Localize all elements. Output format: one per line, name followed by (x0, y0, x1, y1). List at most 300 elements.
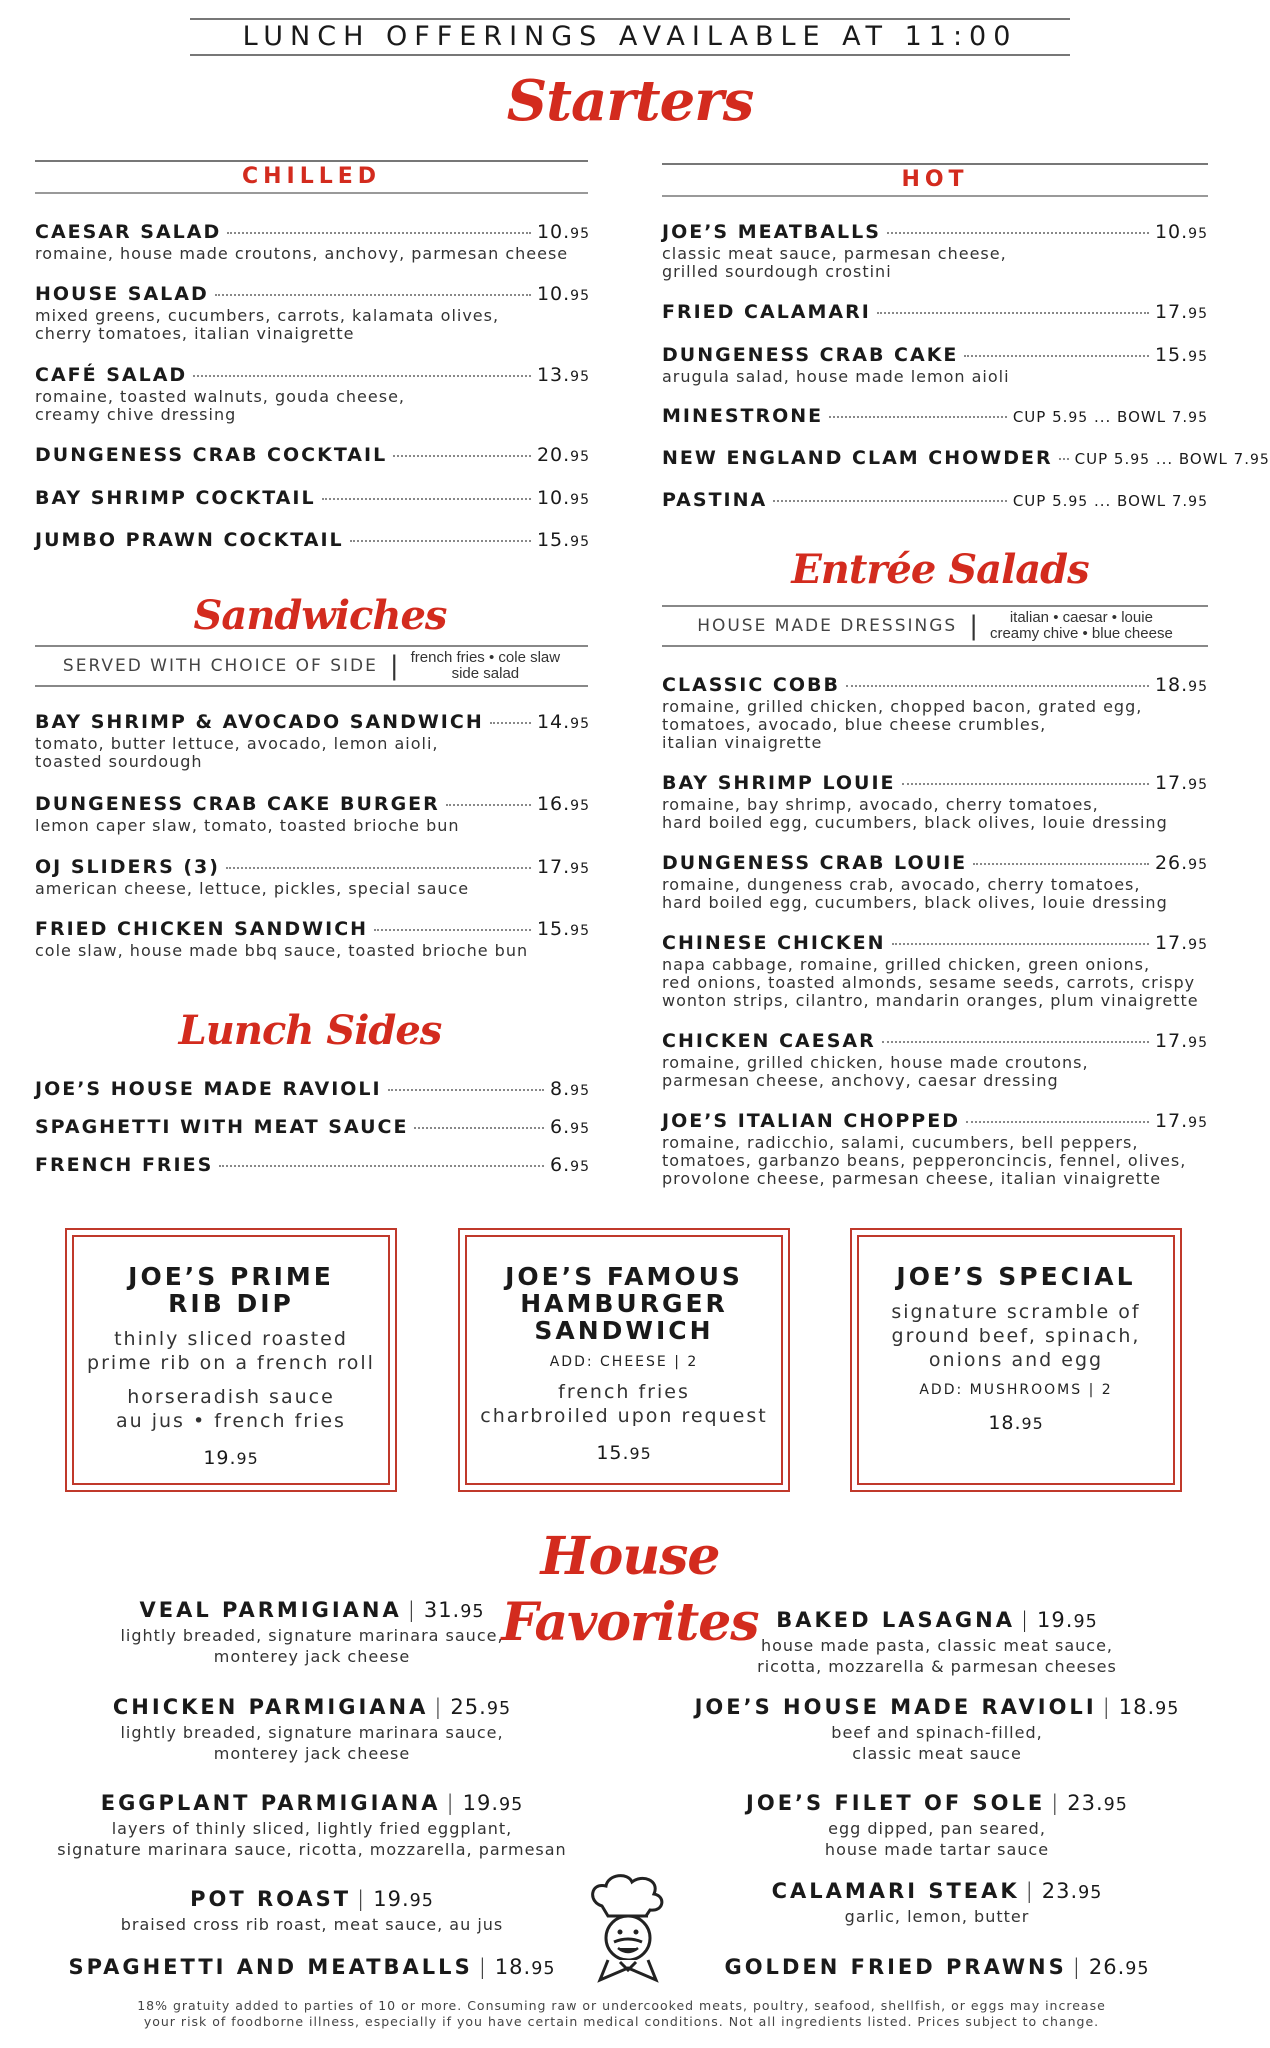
cup-cents: 95 (1130, 452, 1151, 468)
menu-item-description: hard boiled egg, cucumbers, black olives, louie dressing (662, 893, 1168, 912)
feature-addon: ADD: CHEESE | 2 (549, 1354, 699, 1370)
price-cents: 95 (1021, 1414, 1044, 1433)
price-dollars: 19. (373, 1887, 410, 1911)
price-cents: 95 (570, 1121, 590, 1137)
menu-item-price (537, 711, 590, 735)
favorite-item (12, 1954, 612, 1982)
price-cents: 95 (570, 1083, 590, 1099)
price-cents: 95 (570, 226, 590, 242)
menu-item-description: arugula salad, house made lemon aioli (662, 367, 1010, 386)
favorite-price (1119, 1695, 1180, 1719)
divider: | (1020, 1608, 1032, 1632)
price-cents: 95 (236, 1449, 259, 1468)
menu-item-name: FRIED CALAMARI (662, 301, 871, 323)
menu-item-description: tomatoes, avocado, blue cheese crumbles, (662, 715, 1047, 734)
menu-item (662, 1110, 1208, 1188)
feature-description (74, 1327, 388, 1375)
menu-item-description: cole slaw, house made bbq sauce, toasted brioche bun (35, 941, 529, 960)
bowl-cents: 95 (1188, 494, 1208, 510)
menu-item-description: american cheese, lettuce, pickles, special sauce (35, 879, 470, 898)
price-dollars: 25. (450, 1695, 487, 1719)
leader-dots (882, 1041, 1149, 1043)
favorite-name-line (637, 1954, 1237, 1982)
favorite-price (1042, 1879, 1103, 1903)
price-cents: 95 (1188, 226, 1208, 242)
menu-item-price (1155, 674, 1208, 698)
divider: | (1025, 1879, 1036, 1903)
price-cents: 95 (1188, 937, 1208, 953)
menu-item-description: wonton strips, cilantro, mandarin oranges, plum vinaigrette (662, 991, 1199, 1010)
leader-dots (490, 722, 531, 724)
feature-description (74, 1385, 388, 1433)
menu-item-description: toasted sourdough (35, 752, 203, 771)
feature-price (859, 1412, 1173, 1434)
price-cents: 95 (1188, 349, 1208, 365)
favorite-name-line (12, 1954, 612, 1982)
menu-item-description: grilled sourdough crostini (662, 262, 892, 281)
favorite-name: VEAL PARMIGIANA (139, 1598, 402, 1622)
price-cents: 95 (460, 1602, 485, 1622)
menu-item-price (537, 283, 590, 307)
favorite-description: monterey jack cheese (213, 1647, 411, 1666)
menu-item-name: BAY SHRIMP & AVOCADO SANDWICH (35, 711, 484, 733)
favorite-name-line (12, 1790, 612, 1818)
menu-item-price (1155, 1110, 1208, 1134)
menu-item (35, 283, 590, 343)
favorite-item (637, 1954, 1237, 1982)
soup-name: PASTINA (662, 489, 768, 511)
bowl-price: ... BOWL 7. (1150, 450, 1250, 468)
menu-item (35, 711, 590, 771)
bowl-cents: 95 (1188, 410, 1208, 426)
leader-dots (226, 867, 531, 869)
cup-price: CUP 5. (1074, 450, 1131, 468)
price-dollars: 26. (1088, 1955, 1126, 1979)
price-cents: 95 (570, 923, 590, 939)
menu-item-description: tomato, butter lettuce, avocado, lemon aioli, (35, 734, 439, 753)
feature-box (465, 1235, 783, 1485)
menu-item (35, 221, 590, 263)
soup-prices (1013, 490, 1208, 513)
menu-item (35, 529, 590, 553)
menu-item-name: CHICKEN CAESAR (662, 1030, 876, 1052)
price-dollars: 16. (536, 793, 571, 815)
menu-item-row (35, 1116, 590, 1140)
price-dollars: 20. (536, 444, 571, 466)
sandwich-side-options: french fries • cole slaw side salad (410, 649, 561, 682)
favorite-description: garlic, lemon, butter (844, 1907, 1030, 1926)
divider: | (1072, 1955, 1083, 1979)
menu-item-row (35, 221, 590, 245)
menu-item-description: tomatoes, garbanzo beans, pepperoncincis, fennel, olives, (662, 1151, 1187, 1170)
favorite-name: BAKED LASAGNA (776, 1608, 1015, 1632)
menu-item (662, 344, 1208, 386)
menu-item-description: red onions, toasted almonds, sesame seeds, carrots, crispy (662, 973, 1196, 992)
favorite-name: JOE’S HOUSE MADE RAVIOLI (694, 1695, 1097, 1719)
menu-item (662, 221, 1208, 281)
feature-price (467, 1442, 781, 1464)
menu-item-description: romaine, grilled chicken, chopped bacon, grated egg, (662, 697, 1143, 716)
menu-item-price (537, 221, 590, 245)
menu-item-price (537, 364, 590, 388)
price-dollars: 19. (1037, 1608, 1074, 1632)
sandwich-side-label: SERVED WITH CHOICE OF SIDE (62, 656, 378, 676)
desc-line: french fries (558, 1381, 690, 1403)
menu-item-price (1155, 772, 1208, 796)
menu-item-row (35, 793, 590, 817)
feature-description (859, 1300, 1173, 1372)
menu-item (35, 1078, 590, 1102)
desc-line: onions and egg (928, 1349, 1104, 1371)
menu-item-name: FRENCH FRIES (35, 1154, 214, 1176)
favorite-item (637, 1607, 1237, 1677)
menu-item-name: BAY SHRIMP LOUIE (662, 772, 896, 794)
menu-item-price (537, 793, 590, 817)
menu-item-row (35, 364, 590, 388)
leader-dots (877, 312, 1149, 314)
price-dollars: 6. (550, 1154, 571, 1176)
menu-item-name: JOE’S HOUSE MADE RAVIOLI (35, 1078, 382, 1100)
divider: | (357, 1887, 368, 1911)
bowl-price: ... BOWL 7. (1088, 492, 1189, 510)
price-cents: 95 (1073, 1612, 1098, 1632)
price-dollars: 10. (536, 283, 571, 305)
menu-item (662, 301, 1208, 325)
menu-item-name: SPAGHETTI WITH MEAT SAUCE (35, 1116, 409, 1138)
menu-item (662, 852, 1208, 912)
price-dollars: 19. (203, 1447, 237, 1469)
menu-item-price (537, 856, 590, 880)
leader-dots (964, 355, 1149, 357)
menu-item-name: HOUSE SALAD (35, 283, 209, 305)
divider: | (1051, 1791, 1062, 1815)
favorite-description: house made pasta, classic meat sauce, (760, 1636, 1113, 1655)
soup-item (662, 489, 1208, 513)
menu-item-name: OJ SLIDERS (3) (35, 856, 220, 878)
favorite-description: lightly breaded, signature marinara sauce, (120, 1723, 504, 1742)
price-cents: 95 (570, 861, 590, 877)
favorite-name-line (12, 1886, 612, 1914)
favorite-item (12, 1597, 612, 1667)
soup-row (662, 447, 1270, 471)
menu-item (35, 364, 590, 424)
menu-item-price (1155, 932, 1208, 956)
menu-item-name: DUNGENESS CRAB COCKTAIL (35, 444, 388, 466)
favorite-price (1089, 1955, 1150, 1979)
price-dollars: 19. (462, 1791, 499, 1815)
price-dollars: 6. (550, 1116, 571, 1138)
price-dollars: 15. (536, 529, 571, 551)
price-cents: 95 (570, 288, 590, 304)
leader-dots (892, 943, 1149, 945)
soup-item (662, 447, 1270, 471)
menu-item-description: romaine, bay shrimp, avocado, cherry tomatoes, (662, 795, 1099, 814)
favorite-description: monterey jack cheese (213, 1744, 411, 1763)
feature-title: HAMBURGER (520, 1289, 728, 1318)
menu-item-description: romaine, dungeness crab, avocado, cherry tomatoes, (662, 875, 1141, 894)
leader-dots (215, 294, 531, 296)
favorite-name-line (637, 1878, 1237, 1906)
price-cents: 95 (409, 1891, 434, 1911)
divider: | (446, 1791, 457, 1815)
favorite-description: signature marinara sauce, ricotta, mozzarella, parmesan (57, 1840, 567, 1859)
menu-item-price (537, 444, 590, 468)
favorite-name-line (12, 1694, 612, 1722)
leader-dots (227, 232, 531, 234)
favorite-price (463, 1791, 524, 1815)
menu-item-row (662, 852, 1208, 876)
menu-item-name: JUMBO PRAWN COCKTAIL (35, 529, 344, 551)
menu-item-description: romaine, radicchio, salami, cucumbers, bell peppers, (662, 1133, 1139, 1152)
price-dollars: 18. (494, 1955, 532, 1979)
menu-item-row (35, 1078, 590, 1102)
price-cents: 95 (1188, 1035, 1208, 1051)
bowl-price: ... BOWL 7. (1088, 408, 1189, 426)
price-cents: 95 (1188, 1115, 1208, 1131)
favorite-name-line (637, 1790, 1237, 1818)
chilled-heading: CHILLED (35, 160, 588, 194)
favorite-item (637, 1790, 1237, 1860)
price-cents: 95 (1188, 306, 1208, 322)
leader-dots (773, 500, 1007, 502)
menu-item-price (537, 487, 590, 511)
price-dollars: 10. (1154, 221, 1189, 243)
price-cents: 95 (570, 369, 590, 385)
menu-item-description: parmesan cheese, anchovy, caesar dressing (662, 1071, 1059, 1090)
favorite-name: CALAMARI STEAK (771, 1879, 1020, 1903)
dressing-bar: HOUSE MADE DRESSINGS | italian • caesar • louie creamy chive • blue cheese (662, 605, 1208, 647)
favorite-name: POT ROAST (190, 1887, 352, 1911)
leader-dots (393, 455, 531, 457)
favorite-description: house made tartar sauce (824, 1840, 1050, 1859)
menu-item-price (537, 529, 590, 553)
menu-item-name: DUNGENESS CRAB CAKE (662, 344, 959, 366)
price-dollars: 17. (1154, 1110, 1189, 1132)
menu-item-name: DUNGENESS CRAB LOUIE (662, 852, 968, 874)
menu-item-description: hard boiled egg, cucumbers, black olives, louie dressing (662, 813, 1168, 832)
leader-dots (902, 783, 1149, 785)
menu-item-name: CAESAR SALAD (35, 221, 222, 243)
soup-name: NEW ENGLAND CLAM CHOWDER (662, 447, 1053, 469)
bowl-cents: 95 (1250, 452, 1270, 468)
menu-item-row (662, 772, 1208, 796)
soup-prices (1075, 448, 1270, 471)
menu-item-row (662, 1110, 1208, 1134)
menu-item-description: cherry tomatoes, italian vinaigrette (35, 324, 355, 343)
divider: | (434, 1695, 445, 1719)
favorite-name-line (12, 1597, 612, 1625)
price-cents: 95 (1188, 777, 1208, 793)
menu-item-price (550, 1078, 590, 1102)
menu-item-price (550, 1116, 590, 1140)
price-cents: 95 (570, 449, 590, 465)
favorite-price (424, 1598, 485, 1622)
price-cents: 95 (629, 1444, 652, 1463)
menu-item-name: CLASSIC COBB (662, 674, 840, 696)
favorite-price (495, 1955, 556, 1979)
menu-item-row (662, 1030, 1208, 1054)
price-dollars: 8. (550, 1078, 571, 1100)
soup-item (662, 405, 1208, 429)
price-cents: 95 (570, 492, 590, 508)
dressing-label: HOUSE MADE DRESSINGS (697, 616, 958, 636)
menu-item (35, 1116, 590, 1140)
price-cents: 95 (570, 798, 590, 814)
menu-item-row (35, 444, 590, 468)
menu-item-description: lemon caper slaw, tomato, toasted brioche bun (35, 816, 460, 835)
price-dollars: 10. (536, 221, 571, 243)
menu-item-price (1155, 852, 1208, 876)
price-dollars: 14. (536, 711, 571, 733)
sandwiches-title: Sandwiches (193, 592, 447, 639)
favorite-name: GOLDEN FRIED PRAWNS (724, 1955, 1067, 1979)
leader-dots (193, 375, 531, 377)
favorite-description: beef and spinach-filled, (831, 1723, 1043, 1742)
favorite-description: layers of thinly sliced, lightly fried eggplant, (111, 1819, 513, 1838)
menu-item-row (35, 487, 590, 511)
price-dollars: 15. (536, 918, 571, 940)
lunch-banner: LUNCH OFFERINGS AVAILABLE AT 11:00 (190, 18, 1070, 56)
cup-price: CUP 5. (1012, 492, 1069, 510)
price-dollars: 18. (988, 1412, 1022, 1434)
leader-dots (829, 416, 1007, 418)
feature-addon: ADD: MUSHROOMS | 2 (919, 1382, 1113, 1398)
price-dollars: 17. (1154, 1030, 1189, 1052)
menu-item-description: mixed greens, cucumbers, carrots, kalamata olives, (35, 306, 500, 325)
price-cents: 95 (486, 1699, 512, 1719)
price-cents: 95 (1188, 857, 1208, 873)
price-dollars: 17. (536, 856, 571, 878)
favorite-name-line (637, 1607, 1237, 1635)
menu-item-description: provolone cheese, parmesan cheese, italian vinaigrette (662, 1169, 1162, 1188)
price-dollars: 18. (1154, 674, 1189, 696)
favorite-description: lightly breaded, signature marinara sauce, (120, 1626, 504, 1645)
lunch-sides-title: Lunch Sides (178, 1007, 442, 1054)
dressing-options: italian • caesar • louie creamy chive • blue cheese (989, 609, 1173, 642)
desc-line: horseradish sauce (127, 1386, 335, 1408)
leader-dots (973, 863, 1149, 865)
feature-title: JOE’S SPECIAL (896, 1262, 1136, 1291)
entree-salads-title: Entrée Salads (791, 546, 1089, 593)
leader-dots (966, 1121, 1149, 1123)
desc-line: thinly sliced roasted (114, 1328, 348, 1350)
menu-item-row (662, 674, 1208, 698)
menu-item-row (35, 283, 590, 307)
menu-item-name: JOE’S ITALIAN CHOPPED (662, 1110, 960, 1132)
divider: | (478, 1955, 489, 1979)
menu-item-description: classic meat sauce, parmesan cheese, (662, 244, 1007, 263)
price-cents: 95 (1103, 1795, 1128, 1815)
menu-item-row (662, 344, 1208, 368)
price-dollars: 10. (536, 487, 571, 509)
menu-item (35, 856, 590, 898)
favorite-description: ricotta, mozzarella & parmesan cheeses (757, 1657, 1117, 1676)
starters-title: Starters (506, 68, 754, 134)
menu-item-name: BAY SHRIMP COCKTAIL (35, 487, 316, 509)
house-favorites-title: House Favorites (501, 1526, 759, 1653)
chef-mascot-icon (580, 1872, 676, 1984)
leader-dots (350, 540, 531, 542)
price-cents: 95 (1125, 1959, 1150, 1979)
menu-item-row (35, 856, 590, 880)
favorite-item (12, 1694, 612, 1764)
price-cents: 95 (1078, 1883, 1103, 1903)
menu-item-row (35, 711, 590, 735)
menu-item-name: FRIED CHICKEN SANDWICH (35, 918, 369, 940)
feature-price (74, 1447, 388, 1469)
cup-price: CUP 5. (1012, 408, 1069, 426)
price-dollars: 17. (1154, 301, 1189, 323)
price-dollars: 23. (1067, 1791, 1104, 1815)
menu-item-name: CAFÉ SALAD (35, 364, 188, 386)
feature-box (857, 1235, 1175, 1485)
menu-item-row (35, 918, 590, 942)
favorite-price (1067, 1791, 1128, 1815)
menu-item (662, 772, 1208, 832)
price-cents: 95 (570, 534, 590, 550)
favorite-item (637, 1694, 1237, 1764)
favorite-name: EGGPLANT PARMIGIANA (100, 1791, 441, 1815)
favorite-description: classic meat sauce (852, 1744, 1022, 1763)
menu-item (35, 918, 590, 960)
menu-item-description: romaine, house made croutons, anchovy, parmesan cheese (35, 244, 569, 263)
leader-dots (219, 1165, 544, 1167)
desc-line: ground beef, spinach, (891, 1325, 1141, 1347)
menu-item-row (662, 932, 1208, 956)
soup-row (662, 489, 1208, 513)
menu-item-row (35, 529, 590, 553)
price-dollars: 15. (596, 1442, 630, 1464)
favorite-price (1037, 1608, 1098, 1632)
leader-dots (1059, 458, 1069, 460)
cup-cents: 95 (1068, 494, 1089, 510)
price-cents: 95 (499, 1795, 524, 1815)
price-dollars: 18. (1118, 1695, 1156, 1719)
menu-item-row (662, 221, 1208, 245)
price-dollars: 17. (1154, 772, 1189, 794)
price-dollars: 31. (423, 1598, 461, 1622)
price-cents: 95 (1188, 679, 1208, 695)
desc-line: prime rib on a french roll (87, 1352, 375, 1374)
soup-row (662, 405, 1208, 429)
leader-dots (414, 1127, 544, 1129)
price-dollars: 26. (1154, 852, 1189, 874)
menu-item-description: romaine, toasted walnuts, gouda cheese, (35, 387, 405, 406)
price-dollars: 17. (1154, 932, 1189, 954)
favorite-name: JOE’S FILET OF SOLE (746, 1791, 1046, 1815)
favorite-name: CHICKEN PARMIGIANA (112, 1695, 429, 1719)
menu-item (35, 444, 590, 468)
divider: | (407, 1598, 418, 1622)
leader-dots (846, 685, 1149, 687)
favorite-name: SPAGHETTI AND MEATBALLS (68, 1955, 473, 1979)
menu-item-row (35, 1154, 590, 1178)
menu-item-price (537, 918, 590, 942)
menu-item-description: italian vinaigrette (662, 733, 823, 752)
menu-item (35, 1154, 590, 1178)
menu-item-row (662, 301, 1208, 325)
hot-heading: HOT (662, 163, 1208, 197)
menu-item (662, 674, 1208, 752)
menu-item (662, 1030, 1208, 1090)
feature-title: JOE’S PRIME (128, 1262, 334, 1291)
favorite-price (373, 1887, 434, 1911)
favorite-item (12, 1790, 612, 1860)
desc-line: signature scramble of (891, 1301, 1141, 1323)
leader-dots (374, 929, 531, 931)
menu-item-name: JOE’S MEATBALLS (662, 221, 881, 243)
price-cents: 95 (570, 716, 590, 732)
